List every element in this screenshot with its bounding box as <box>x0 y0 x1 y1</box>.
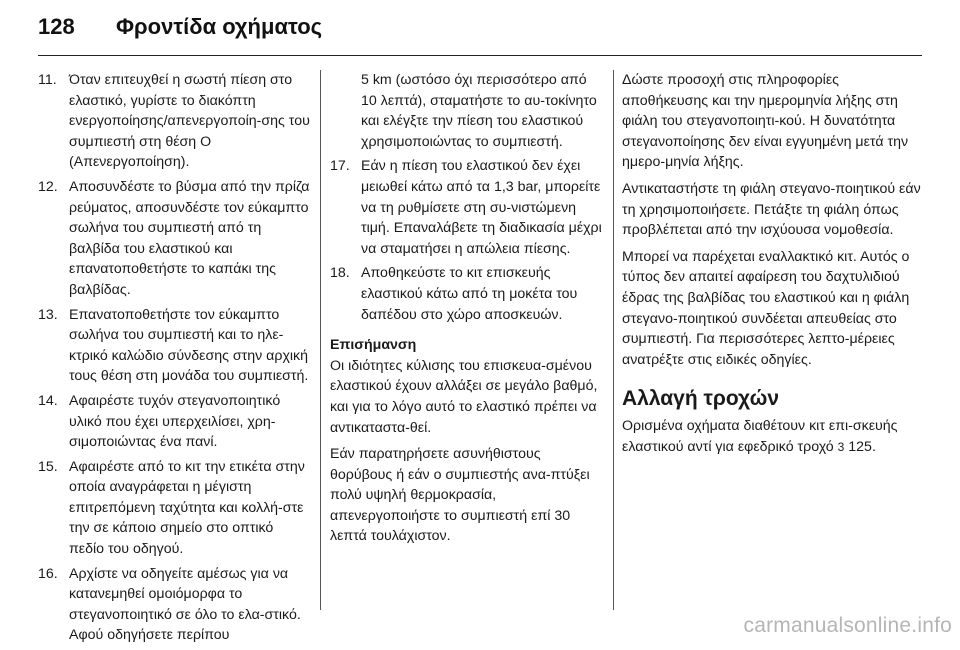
paragraph: Αντικαταστήστε τη φιάλη στεγανο-ποιητικού εάν τη χρησιμοποιήσετε. Πετάξτε τη φιάλη όπως προβλέπεται από την ισχύουσα νομοθεσία. <box>622 180 921 239</box>
list-item: 11. Όταν επιτευχθεί η σωστή πίεση στο ελαστικό, γυρίστε το διακόπτη ενεργοποίησης/απενεργοποίη-σης του συμπιεστή στη θέση O (Απενεργοποίηση). <box>38 72 310 171</box>
list-item: 12. Αποσυνδέστε το βύσμα από την πρίζα ρεύματος, αποσυνδέστε τον εύκαμπτο σωλήνα του συμπιεστή από τη βαλβίδα του ελαστικού και επανατοποθετήστε το καπάκι της βαλβίδας. <box>38 178 310 298</box>
list-item: 16. Αρχίστε να οδηγείτε αμέσως για να κατανεμηθεί ομοιόμορφα το στεγανοποιητικό σε όλο το ελα-στικό. Αφού οδηγήσετε περίπου <box>38 565 301 644</box>
watermark: carmanualsonline.info <box>743 614 952 637</box>
list-item: 13. Επανατοποθετήστε τον εύκαμπτο σωλήνα του συμπιεστή και το ηλε-κτρικό καλώδιο σύνδεσης στην αρχική τους θέση στη μονάδα του συμπιεστή. <box>38 306 309 385</box>
note-paragraph: Εάν παρατηρήσετε ασυνήθιστους θορύβους ή εάν ο συμπιεστής ανα-πτύξει πολύ υψηλή θερμοκρασία, απενεργοποιήστε το συμπιεστή επί 30 λεπτά τουλάχιστον. <box>330 446 590 545</box>
column-divider <box>320 70 321 610</box>
header-rule <box>38 55 922 56</box>
column-1 <box>38 70 310 650</box>
paragraph: Δώστε προσοχή στις πληροφορίες αποθήκευσης και την ημερομηνία λήξης στη φιάλη του στεγανοποιητι-κού. Η δυνατότητα στεγανοποίησης δεν είναι εγγυημένη μετά την ημερο-μηνία λήξης. <box>622 72 909 171</box>
paragraph: Μπορεί να παρέχεται εναλλακτικό κιτ. Αυτός ο τύπος δεν απαιτεί αφαίρεση του δαχτυλιδιού έδρας της βαλβίδας του ελαστικού και η φιάλη στεγανο-ποιητικού συνδέεται απευθείας στο συμπιεστή. Για περισσότερες λεπτο-μέρειες ανατρέξτε στις ειδικές οδηγίες. <box>622 248 910 368</box>
list-item: 14. Αφαιρέστε τυχόν στεγανοποιητικό υλικό που έχει υπερχειλίσει, χρη-σιμοποιώντας ένα πανί. <box>38 392 281 451</box>
page-header <box>38 14 322 40</box>
column-3 <box>622 70 922 464</box>
note-paragraph: Οι ιδιότητες κύλισης του επισκευα-σμένου ελαστικού έχουν αλλάξει σε μεγάλο βαθμό, και για το λόγο αυτό το ελαστικό πρέπει να αντικαταστα-θεί. <box>330 357 598 436</box>
column-divider <box>613 70 614 610</box>
column-2 <box>330 70 606 553</box>
page-title: Φροντίδα οχήματος <box>116 14 323 39</box>
list-item: 17. Εάν η πίεση του ελαστικού δεν έχει μειωθεί κάτω από τα 1,3 bar, μπορείτε να τη ρυθμίσετε στη συ-νιστώμενη τιμή. Επαναλάβετε τη διαδικασία μέχρι να σταματήσει η απώλεια πίεσης. <box>330 158 602 257</box>
list-item: 18. Αποθηκεύστε το κιτ επισκευής ελαστικού κάτω από τη μοκέτα του δαπέδου στο χώρο αποσκευών. <box>330 265 578 323</box>
page-number: 128 <box>38 14 75 39</box>
page-reference[interactable]: 125. <box>848 438 876 455</box>
paragraph: Ορισμένα οχήματα διαθέτουν κιτ επι-σκευής ελαστικού αντί για εφεδρικό τροχό 3 125. <box>622 418 898 455</box>
page-reference-icon: 3 <box>837 439 845 454</box>
item-continuation: 5 km (ωστόσο όχι περισσότερο από 10 λεπτά), σταματήστε το αυ-τοκίνητο και ελέγξτε την πίεση του ελαστικού χρησιμοποιώντας το συμπιεστή. <box>361 72 597 150</box>
list-item: 15. Αφαιρέστε από το κιτ την ετικέτα στην οποία αναγράφεται η μέγιστη επιτρεπόμενη ταχύτητα και κολλή-στε την σε κάποιο σημείο στο οπτικό πεδίο του οδηγού. <box>38 458 305 558</box>
section-title: Αλλαγή τροχών <box>622 387 780 411</box>
note-title: Επισήμανση <box>330 337 417 354</box>
